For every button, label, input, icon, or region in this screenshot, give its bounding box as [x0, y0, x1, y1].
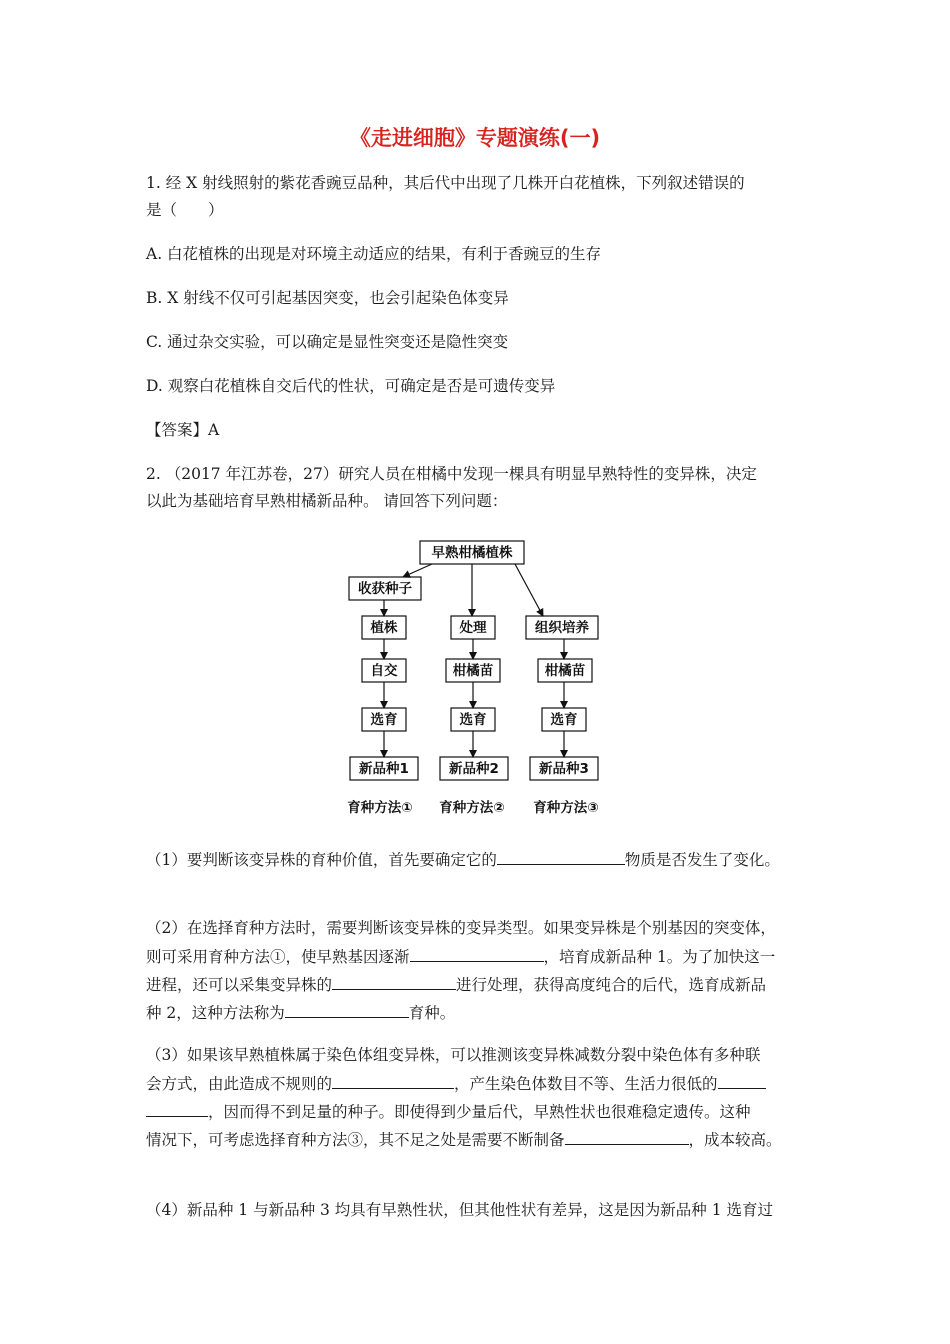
sub2-line3: 进程，还可以采集变异株的 进行处理，获得高度纯合的后代，选育成新品 [146, 973, 766, 996]
sub1-line: （1）要判断该变异株的育种价值，首先要确定它的 物质是否发生了变化。 [146, 848, 780, 871]
q1-option-b: B. X 射线不仅可引起基因突变，也会引起染色体变异 [146, 289, 509, 307]
method-label-1: 育种方法① [347, 800, 413, 816]
page-title: 《走进细胞》专题演练(一) [349, 126, 601, 150]
node-col3-1: 组织培养 [535, 620, 589, 636]
node-col3-2: 柑橘苗 [544, 663, 586, 679]
answer-blank[interactable] [565, 1128, 689, 1145]
node-col1-2: 植株 [370, 620, 398, 636]
sub3-line2: 会方式，由此造成不规则的 ，产生染色体数目不等、生活力很低的 [146, 1072, 766, 1095]
q1-answer: 【答案】A [146, 421, 220, 439]
answer-blank[interactable] [332, 973, 456, 990]
answer-blank[interactable] [146, 1100, 208, 1117]
method-label-3: 育种方法③ [533, 800, 599, 816]
q1-option-a: A. 白花植株的出现是对环境主动适应的结果，有利于香豌豆的生存 [146, 245, 602, 263]
node-col2-2: 柑橘苗 [452, 663, 494, 679]
node-col1-3: 自交 [370, 663, 398, 679]
node-root: 早熟柑橘植株 [431, 545, 513, 561]
sub2-line1: （2）在选择育种方法时，需要判断该变异株的变异类型。如果变异株是个别基因的突变体， [146, 919, 776, 937]
breeding-diagram [0, 530, 950, 830]
sub3-line1: （3）如果该早熟植株属于染色体组变异株，可以推测该变异株减数分裂中染色体有多种联 [146, 1046, 761, 1064]
node-col2-4: 新品种2 [449, 761, 499, 777]
sub3-line3: ，因而得不到足量的种子。即使得到少量后代，早熟性状也很难稳定遗传。这种 [146, 1100, 751, 1123]
answer-blank[interactable] [285, 1001, 409, 1018]
answer-blank[interactable] [497, 848, 625, 865]
node-col1-4: 选育 [370, 712, 398, 728]
sub3-line4: 情况下，可考虑选择育种方法③，其不足之处是需要不断制备 ，成本较高。 [146, 1128, 782, 1151]
node-col1-1: 收获种子 [358, 581, 412, 597]
q1-stem-line2: 是（ ） [146, 201, 224, 219]
method-label-2: 育种方法② [439, 800, 505, 816]
sub4-line1: （4）新品种 1 与新品种 3 均具有早熟性状，但其他性状有差异，这是因为新品种 1 选育过 [146, 1201, 774, 1219]
answer-blank[interactable] [410, 945, 544, 962]
sub2-line4: 种 2，这种方法称为 育种。 [146, 1001, 455, 1024]
q1-option-c: C. 通过杂交实验，可以确定是显性突变还是隐性突变 [146, 333, 509, 351]
node-col3-4: 新品种3 [539, 761, 589, 777]
answer-blank[interactable] [718, 1072, 766, 1089]
node-col1-5: 新品种1 [359, 761, 409, 777]
q2-stem-line1: 2. （2017 年江苏卷，27）研究人员在柑橘中发现一棵具有明显早熟特性的变异株，决定 [146, 465, 757, 483]
q1-stem-line1: 1. 经 X 射线照射的紫花香豌豆品种，其后代中出现了几株开白花植株，下列叙述错误的 [146, 174, 745, 192]
answer-blank[interactable] [332, 1072, 454, 1089]
node-col3-3: 选育 [550, 712, 578, 728]
node-col2-1: 处理 [459, 620, 487, 636]
sub2-line2: 则可采用育种方法①，使早熟基因逐渐 ，培育成新品种 1。为了加快这一 [146, 945, 775, 968]
q1-option-d: D. 观察白花植株自交后代的性状，可确定是否是可遗传变异 [146, 377, 556, 395]
q2-stem-line2: 以此为基础培育早熟柑橘新品种。 请回答下列问题： [146, 492, 508, 510]
node-col2-3: 选育 [459, 712, 487, 728]
